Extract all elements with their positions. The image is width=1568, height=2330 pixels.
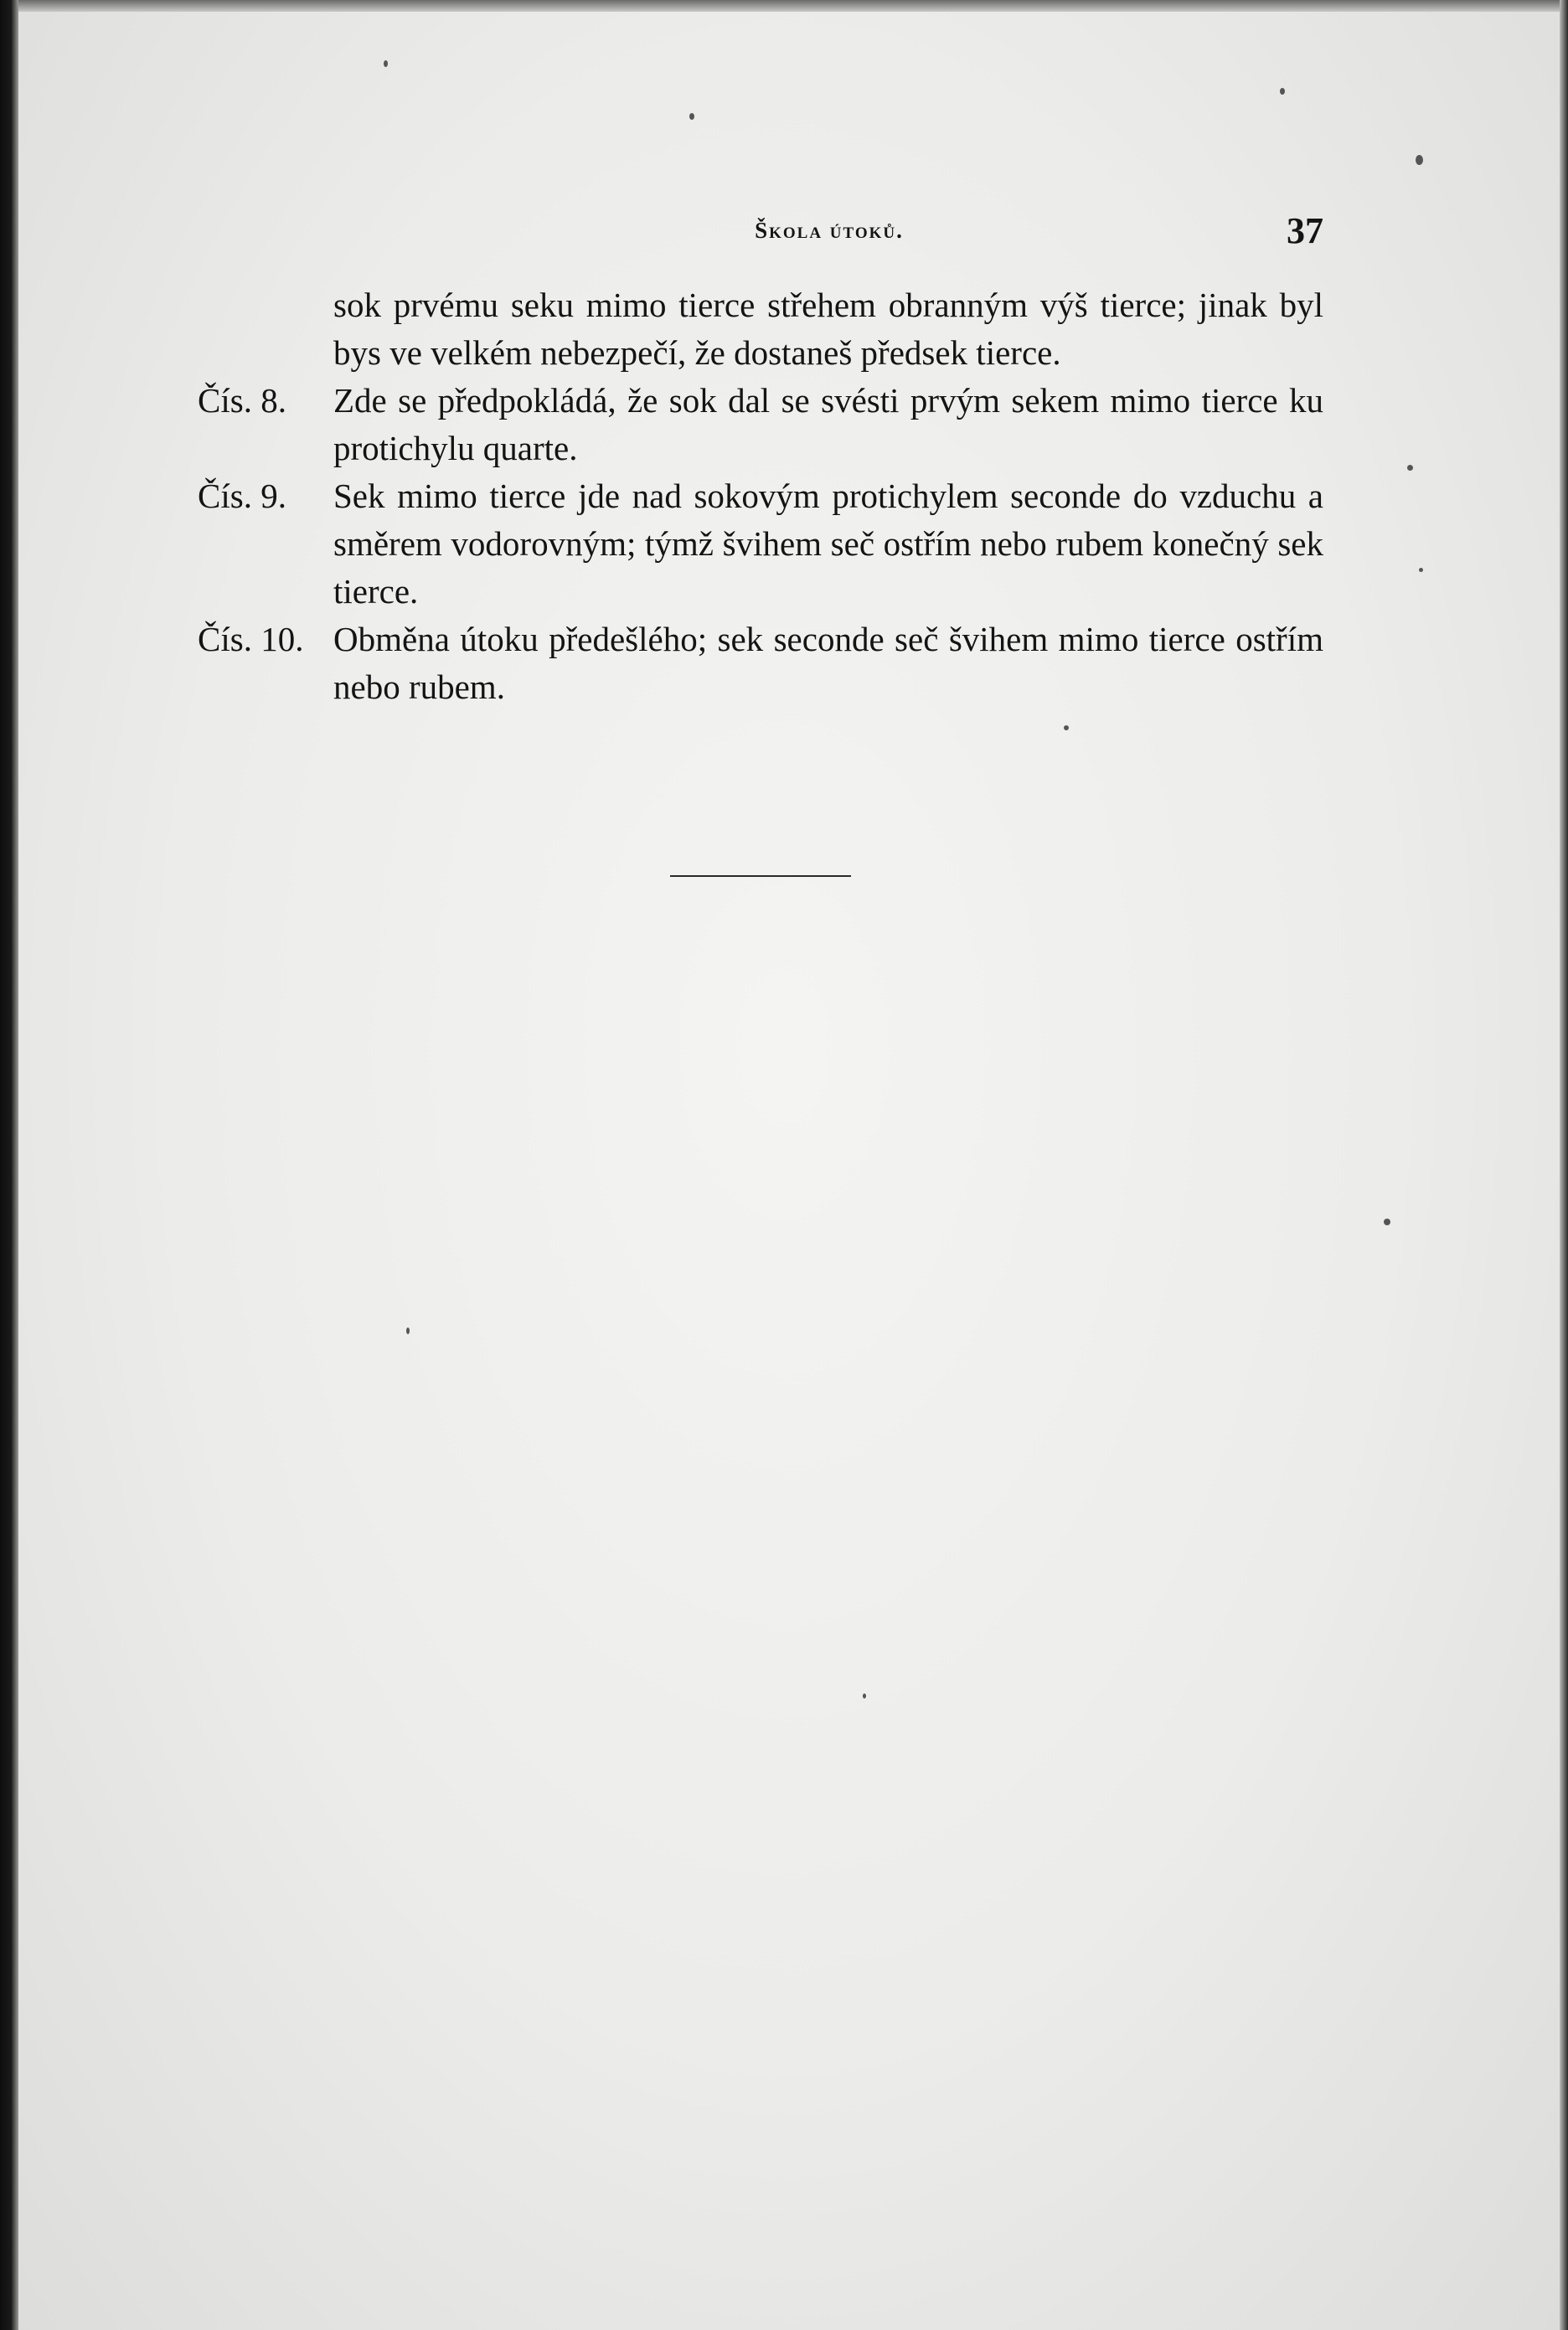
entry-8 (198, 377, 1323, 472)
entry-label: Čís. 8. (198, 381, 286, 420)
body-text (198, 281, 1323, 711)
scan-speck (1064, 725, 1069, 730)
scan-speck (689, 113, 694, 120)
scan-speck (384, 60, 388, 67)
scan-speck (863, 1693, 866, 1699)
entry-label: Čís. 10. (198, 620, 304, 658)
page-right-edge (1560, 0, 1568, 2330)
entry-10 (198, 616, 1323, 711)
entry-text: Zde se předpokládá, že sok dal se svésti prvým sekem mimo tierce ku protichylu quarte. (333, 381, 1323, 467)
scan-speck (1280, 88, 1285, 95)
scan-speck (1384, 1219, 1390, 1225)
running-head (335, 209, 1323, 260)
page-binding-edge (0, 0, 18, 2330)
entry-text: Sek mimo tierce jde nad sokovým protichylem seconde do vzduchu a směrem vodorovným; týmž švihem seč ostřím nebo rubem konečný sek tierce. (333, 477, 1323, 611)
entry-text: sok prvému seku mimo tierce střehem obranným výš tierce; jinak byl bys ve velkém nebezpečí, že dostaneš předsek tierce. (333, 286, 1323, 372)
entry-9 (198, 472, 1323, 616)
scan-speck (1419, 568, 1423, 572)
entry-label: Čís. 9. (198, 477, 286, 515)
section-separator (670, 875, 851, 877)
scan-speck (1416, 155, 1423, 165)
scan-speck (406, 1327, 410, 1334)
page-top-edge (0, 0, 1568, 12)
page-number: 37 (1287, 210, 1323, 251)
entry-text: Obměna útoku předešlého; sek seconde seč švihem mimo tierce ostřím nebo rubem. (333, 620, 1323, 706)
entry-label (198, 281, 333, 377)
entry-continuation (198, 281, 1323, 377)
scan-speck (1407, 465, 1413, 471)
running-title: Škola útoků. (755, 218, 904, 243)
